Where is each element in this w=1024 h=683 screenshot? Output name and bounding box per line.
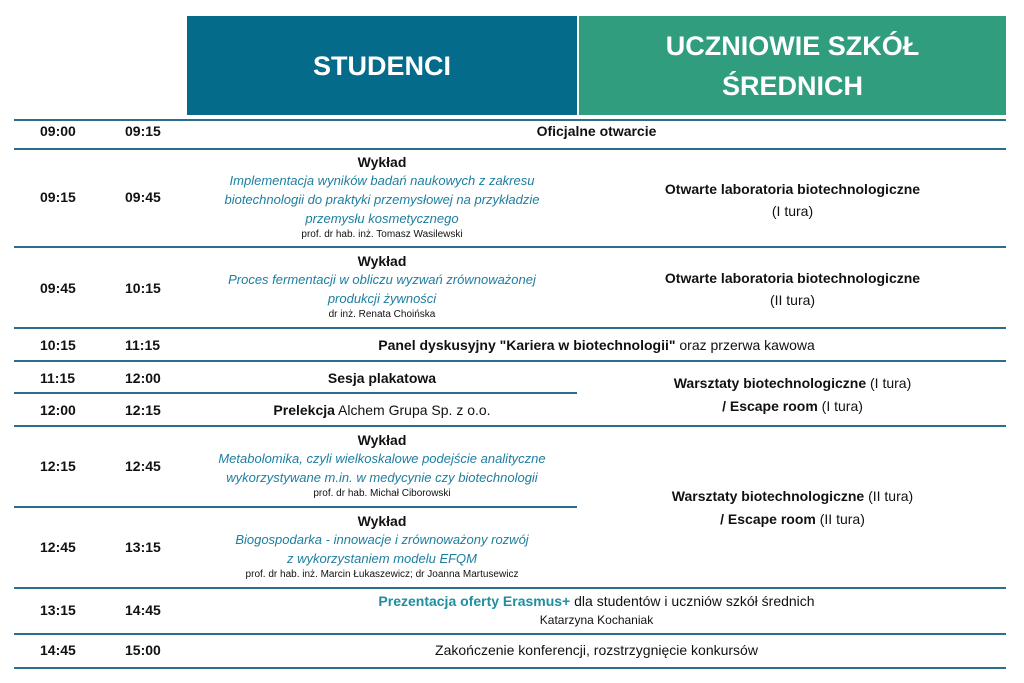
time-end: 11:15	[125, 337, 161, 353]
time-start: 12:45	[40, 539, 76, 555]
right-activity	[579, 267, 1006, 311]
header-studenci	[187, 16, 577, 115]
row-divider	[14, 246, 1006, 248]
header-uczniowie-line2: ŚREDNICH	[721, 70, 863, 101]
workshop-round: (I tura)	[866, 375, 912, 391]
time-start: 13:15	[40, 602, 76, 618]
prelekcja-label: Prelekcja	[273, 402, 335, 418]
lecture-type: Wykład	[357, 154, 407, 170]
session-title: Zakończenie konferencji, rozstrzygnięcie konkursów	[435, 642, 758, 658]
escape-room-label: Escape room	[727, 511, 816, 527]
time-start: 09:45	[40, 280, 76, 296]
panel-suffix: oraz przerwa kawowa	[675, 337, 815, 353]
activity-round: (II tura)	[769, 292, 816, 308]
session-title: Sesja plakatowa	[327, 370, 437, 386]
right-activity	[579, 178, 1006, 222]
lecture-type: Wykład	[357, 253, 407, 269]
time-end: 12:15	[125, 402, 161, 418]
prelekcja-company: Alchem Grupa Sp. z o.o.	[334, 402, 491, 418]
lecture-speaker: prof. dr hab. Michał Ciborowski	[313, 488, 451, 499]
row-divider	[14, 667, 1006, 669]
escape-room-label: Escape room	[729, 398, 818, 414]
right-activity	[579, 485, 1006, 531]
workshop-label: Warsztaty biotechnologiczne	[671, 488, 865, 504]
time-start: 12:00	[40, 402, 76, 418]
time-start: 12:15	[40, 458, 76, 474]
row-divider	[14, 633, 1006, 635]
panel-title: Panel dyskusyjny "Kariera w biotechnologii"	[378, 337, 676, 353]
lecture-title-line: Metabolomika, czyli wielkoskalowe podejście analityczne	[218, 451, 546, 466]
time-end: 12:45	[125, 458, 161, 474]
erasmus-block	[187, 592, 1006, 630]
time-end: 12:00	[125, 370, 161, 386]
lecture-block	[187, 431, 577, 501]
session-title: Oficjalne otwarcie	[536, 123, 657, 139]
lecture-block	[187, 252, 577, 322]
time-start: 14:45	[40, 642, 76, 658]
time-end: 09:45	[125, 189, 161, 205]
time-end: 09:15	[125, 123, 161, 139]
slash: /	[720, 511, 728, 527]
row-divider	[14, 506, 577, 508]
time-start: 09:15	[40, 189, 76, 205]
header-uczniowie-line1: UCZNIOWIE SZKÓŁ	[665, 30, 920, 61]
time-end: 13:15	[125, 539, 161, 555]
row-divider	[14, 587, 1006, 589]
lecture-title-line: Implementacja wyników badań naukowych z zakresu	[229, 173, 535, 188]
erasmus-audience: dla studentów i uczniów szkół średnich	[570, 593, 815, 609]
lecture-title-line: przemysłu kosmetycznego	[305, 211, 459, 226]
escape-room-round: (II tura)	[815, 511, 865, 527]
row-divider	[14, 327, 1006, 329]
lecture-speaker: prof. dr hab. inż. Tomasz Wasilewski	[301, 229, 463, 240]
escape-room-round: (I tura)	[817, 398, 863, 414]
row-divider	[14, 148, 1006, 150]
row-divider	[14, 119, 1006, 121]
time-end: 10:15	[125, 280, 161, 296]
session-title	[187, 337, 1006, 355]
lecture-title-line: Proces fermentacji w obliczu wyzwań zrównoważonej	[228, 272, 536, 287]
lecture-speaker: prof. dr hab. inż. Marcin Łukaszewicz; dr Joanna Martusewicz	[245, 569, 519, 580]
lecture-block	[187, 512, 577, 582]
time-end: 14:45	[125, 602, 161, 618]
lecture-title-line: Biogospodarka - innowacje i zrównoważony rozwój	[235, 532, 529, 547]
activity-round: (I tura)	[771, 203, 814, 219]
workshop-round: (II tura)	[864, 488, 914, 504]
lecture-title-line: z wykorzystaniem modelu EFQM	[287, 551, 477, 566]
header-uczniowie	[579, 16, 1006, 115]
lecture-title-line: biotechnologii do praktyki przemysłowej na przykładzie	[224, 192, 540, 207]
lecture-type: Wykład	[357, 432, 407, 448]
time-start: 09:00	[40, 123, 76, 139]
lecture-title-line: produkcji żywności	[327, 291, 437, 306]
row-divider	[14, 425, 1006, 427]
erasmus-speaker: Katarzyna Kochaniak	[539, 613, 654, 627]
right-activity	[579, 372, 1006, 418]
time-start: 10:15	[40, 337, 76, 353]
erasmus-title: Prezentacja oferty Erasmus+	[378, 593, 571, 609]
workshop-label: Warsztaty biotechnologiczne	[673, 375, 867, 391]
time-end: 15:00	[125, 642, 161, 658]
lecture-type: Wykład	[357, 513, 407, 529]
lecture-speaker: dr inż. Renata Choińska	[328, 309, 436, 320]
lecture-block	[187, 153, 577, 242]
activity-title: Otwarte laboratoria biotechnologiczne	[664, 181, 921, 197]
activity-title: Otwarte laboratoria biotechnologiczne	[664, 270, 921, 286]
row-divider	[14, 392, 577, 394]
slash: /	[722, 398, 730, 414]
lecture-title-line: wykorzystywane m.in. w medycynie czy biotechnologii	[226, 470, 538, 485]
time-start: 11:15	[40, 370, 76, 386]
session-title	[187, 402, 577, 420]
header-studenci-label: STUDENCI	[312, 50, 451, 81]
row-divider	[14, 360, 1006, 362]
